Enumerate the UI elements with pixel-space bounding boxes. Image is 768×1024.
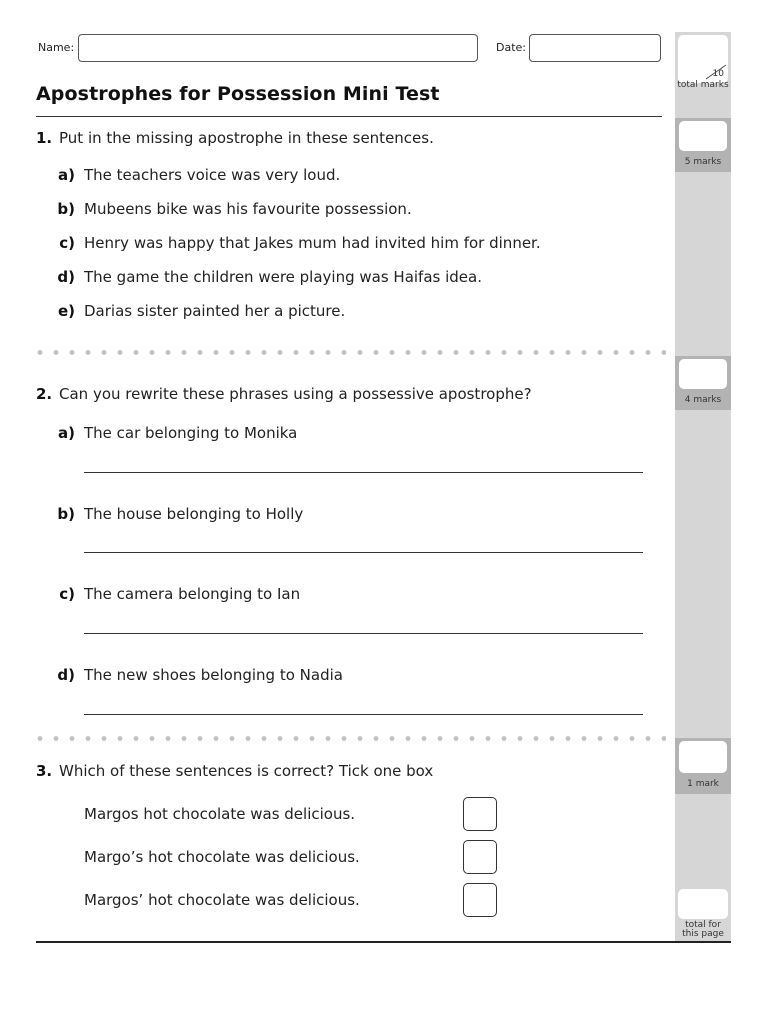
- sentence-b: Mubeens bike was his favourite possession.: [84, 200, 412, 218]
- q3-mark-box[interactable]: [679, 741, 727, 773]
- answer-line-d[interactable]: [84, 714, 643, 715]
- phrase-b: The house belonging to Holly: [84, 505, 304, 523]
- date-field[interactable]: [529, 34, 661, 62]
- answer-line-a[interactable]: [84, 472, 643, 473]
- total-marks-value: 10: [712, 69, 724, 79]
- tick-box-2[interactable]: [463, 840, 497, 874]
- item-letter: a): [58, 424, 75, 442]
- question-prompt: Can you rewrite these phrases using a possessive apostrophe?: [59, 385, 532, 403]
- item-letter: c): [59, 234, 75, 252]
- question-number: 3.: [36, 762, 53, 780]
- total-marks-box[interactable]: [678, 35, 728, 83]
- item-letter: c): [59, 585, 75, 603]
- q2-mark-box[interactable]: [679, 359, 727, 389]
- q1-mark-box[interactable]: [679, 121, 727, 151]
- item-letter: b): [57, 200, 75, 218]
- dotted-divider: [32, 350, 666, 355]
- item-letter: e): [57, 302, 75, 320]
- item-letter: b): [57, 505, 75, 523]
- option-text: Margos’ hot chocolate was delicious.: [84, 891, 360, 909]
- q3-marks-label: 1 mark: [687, 779, 719, 789]
- sentence-e: Darias sister painted her a picture.: [84, 302, 346, 320]
- tick-box-3[interactable]: [463, 883, 497, 917]
- item-letter: d): [57, 666, 75, 684]
- item-letter: a): [58, 166, 75, 184]
- option-text: Margos hot chocolate was delicious.: [84, 805, 356, 823]
- q3-mark-band: [675, 738, 731, 794]
- page-title: Apostrophes for Possession Mini Test: [36, 83, 440, 105]
- title-rule: [36, 116, 662, 117]
- bottom-rule: [36, 941, 731, 943]
- question-prompt: Which of these sentences is correct? Tick one box: [59, 762, 434, 780]
- phrase-d: The new shoes belonging to Nadia: [84, 666, 343, 684]
- question-number: 2.: [36, 385, 53, 403]
- dotted-divider: [32, 736, 666, 741]
- item-letter: d): [57, 268, 75, 286]
- name-label: Name:: [38, 41, 75, 54]
- q1-marks-label: 5 marks: [684, 157, 722, 167]
- sentence-c: Henry was happy that Jakes mum had invited him for dinner.: [84, 234, 541, 252]
- answer-line-b[interactable]: [84, 552, 643, 553]
- marks-sidebar: [675, 32, 731, 941]
- sentence-d: The game the children were playing was Haifas idea.: [84, 268, 482, 286]
- date-label: Date:: [496, 41, 526, 54]
- page-total-label: this page: [682, 929, 724, 939]
- page-total-label: total for: [685, 920, 721, 930]
- phrase-c: The camera belonging to Ian: [84, 585, 301, 603]
- question-prompt: Put in the missing apostrophe in these sentences.: [59, 129, 434, 147]
- page-total-box[interactable]: [678, 889, 728, 919]
- sentence-a: The teachers voice was very loud.: [84, 166, 341, 184]
- q2-mark-band: [675, 356, 731, 410]
- option-text: Margo’s hot chocolate was delicious.: [84, 848, 360, 866]
- q1-mark-band: [675, 118, 731, 172]
- name-field[interactable]: [78, 34, 478, 62]
- question-number: 1.: [36, 129, 53, 147]
- answer-line-c[interactable]: [84, 633, 643, 634]
- q2-marks-label: 4 marks: [684, 395, 722, 405]
- tick-box-1[interactable]: [463, 797, 497, 831]
- total-marks-label: total marks: [677, 80, 729, 90]
- phrase-a: The car belonging to Monika: [84, 424, 298, 442]
